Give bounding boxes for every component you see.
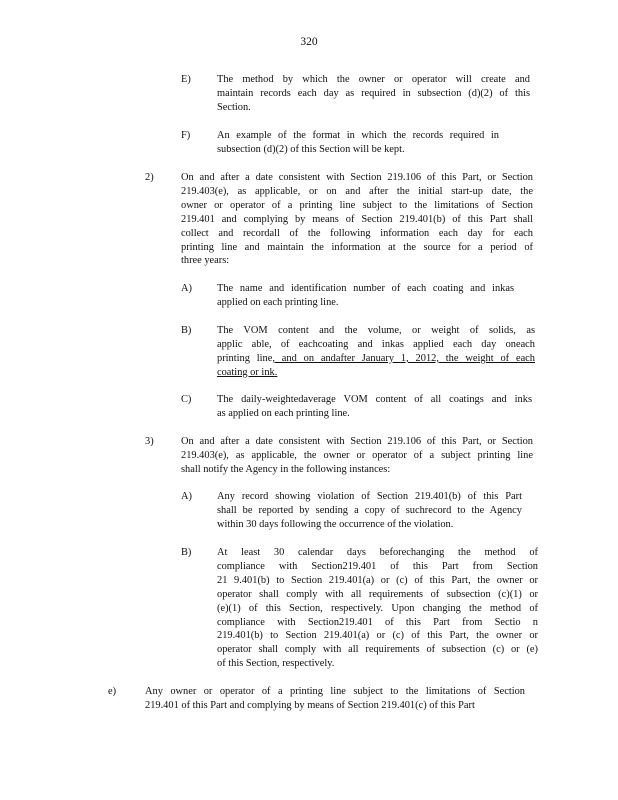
text-line: within 30 days following the occurrence of the violation.: [217, 518, 454, 530]
paragraph-e: [217, 73, 530, 115]
inserted-text: coating or ink: [217, 366, 275, 378]
text-line: The VOM content and the volume, or weight of solids, as: [217, 325, 535, 336]
item-label: e): [108, 686, 117, 697]
item-label: F): [181, 130, 191, 141]
inserted-text: , and on andafter January 1, 2012, the weight of each: [272, 352, 535, 364]
text-line: An example of the format in which the records required in: [217, 130, 499, 141]
text-line: maintain records each day as required in subsection (d)(2) of this: [217, 87, 530, 99]
text-line: operator shall comply with all requirements of subsection (c) or (e): [217, 644, 538, 656]
text-line: At least 30 calendar days beforechanging the method of: [217, 547, 538, 558]
text-line: 219.403(e), as applicable, the owner or operator of a subject printing line: [181, 449, 533, 461]
paragraph-3a: [217, 490, 522, 532]
text-line: [217, 366, 535, 380]
text-line: applied on each printing line.: [217, 296, 339, 308]
text-line: three years:: [181, 255, 230, 267]
text-line: applic able, of eachcoating and inkas applied each day oneach: [217, 338, 535, 350]
text-line: collect and recordall of the following information each day for each: [181, 227, 533, 239]
text-span: .: [274, 366, 278, 378]
item-label: A): [181, 491, 192, 502]
text-line: On and after a date consistent with Section 219.106 of this Part, or Section: [181, 436, 533, 447]
text-line: compliance with Section219.401 of this Part from Sectio n: [217, 616, 538, 628]
item-label: E): [181, 74, 191, 85]
text-line: Any owner or operator of a printing line subject to the limitations of Section: [145, 686, 525, 697]
paragraph-2b: [217, 324, 535, 380]
text-line: 219.401 and complying by means of Section 219.401(b) of this Part shall: [181, 213, 533, 225]
text-line: 219.403(e), as applicable, or on and after the initial start-up date, the: [181, 185, 533, 197]
text-line: (e)(1) of this Section, respectively. Upon changing the method of: [217, 602, 538, 614]
item-label: C): [181, 394, 192, 405]
text-line: The name and identification number of each coating and inkas: [217, 283, 514, 294]
text-line: 219.401(b) to Section 219.401(a) or (c) of this Part, the owner or: [217, 630, 538, 642]
text-line: The daily-weightedaverage VOM content of all coatings and inks: [217, 394, 532, 405]
text-line: operator shall comply with all requirements of subsection (c)(1) or: [217, 588, 538, 600]
paragraph-f: [217, 129, 499, 157]
text-line: as applied on each printing line.: [217, 407, 350, 419]
text-line: The method by which the owner or operator will create and: [217, 74, 530, 85]
text-line: shall notify the Agency in the following instances:: [181, 463, 391, 475]
text-line: owner or operator of a printing line subject to the limitations of Section: [181, 199, 533, 211]
text-line: subsection (d)(2) of this Section will be kept.: [217, 143, 405, 155]
item-label: B): [181, 547, 192, 558]
item-label: 2): [145, 172, 154, 183]
paragraph-2a: [217, 282, 514, 310]
paragraph-3: [181, 435, 533, 477]
text-line: 21 9.401(b) to Section 219.401(a) or (c) of this Part, the owner or: [217, 574, 538, 586]
text-line: Section.: [217, 101, 251, 113]
paragraph-3b: [217, 546, 538, 671]
text-line: of this Section, respectively.: [217, 658, 335, 670]
text-line: compliance with Section219.401 of this Part from Section: [217, 560, 538, 572]
item-label: 3): [145, 436, 154, 447]
item-label: A): [181, 283, 192, 294]
text-line: shall be reported by sending a copy of suchrecord to the Agency: [217, 504, 522, 516]
paragraph-e-lower: [145, 685, 525, 713]
text-line: [217, 352, 535, 366]
text-span: printing line: [217, 352, 273, 364]
text-line: On and after a date consistent with Section 219.106 of this Part, or Section: [181, 172, 533, 183]
paragraph-2: [181, 171, 533, 268]
page-number: 320: [300, 36, 318, 48]
text-line: 219.401 of this Part and complying by means of Section 219.401(c) of this Part: [145, 699, 475, 711]
text-line: Any record showing violation of Section 219.401(b) of this Part: [217, 491, 522, 502]
text-line: printing line and maintain the information at the source for a period of: [181, 241, 533, 253]
item-label: B): [181, 325, 192, 336]
paragraph-2c: [217, 393, 532, 421]
